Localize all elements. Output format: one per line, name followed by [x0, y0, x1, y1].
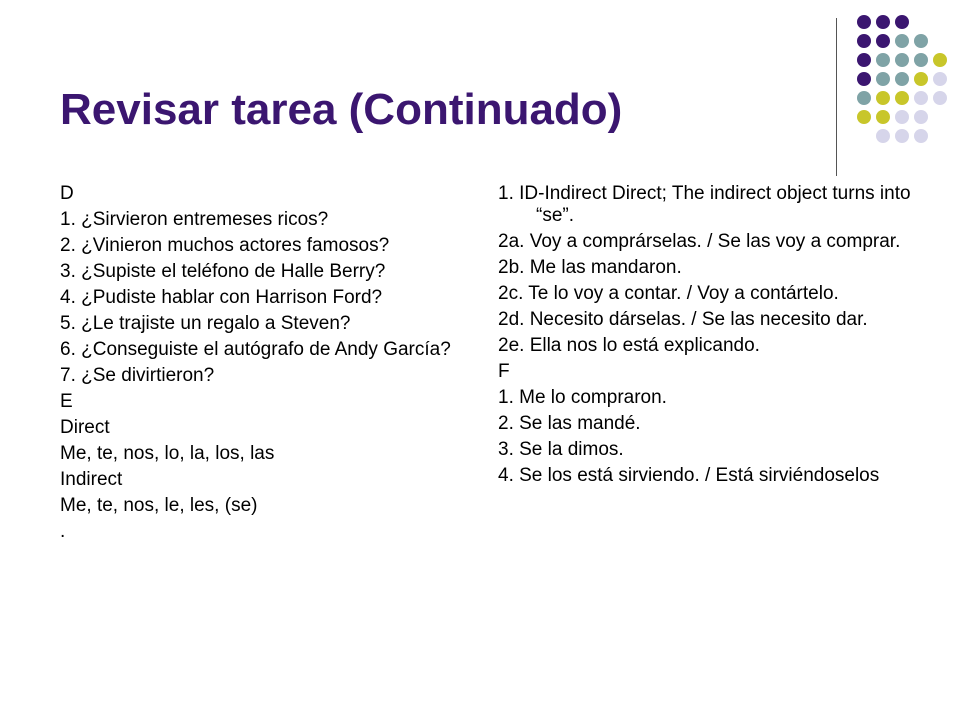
- decorative-dot: [914, 72, 928, 86]
- list-item: 2c. Te lo voy a contar. / Voy a contártelo.: [498, 283, 839, 304]
- list-item: 2e. Ella nos lo está explicando.: [498, 335, 760, 356]
- list-item: Me, te, nos, lo, la, los, las: [60, 443, 275, 464]
- decorative-dot: [914, 91, 928, 105]
- list-item: 2d. Necesito dárselas. / Se las necesito dar.: [498, 309, 868, 330]
- decorative-dot: [857, 110, 871, 124]
- list-item: 1. ID-Indirect Direct; The indirect object turns into “se”.: [498, 183, 916, 226]
- slide-title: Revisar tarea (Continuado): [60, 85, 623, 134]
- decorative-dot: [876, 72, 890, 86]
- list-item: 1. Me lo compraron.: [498, 387, 667, 408]
- decorative-dot: [933, 53, 947, 67]
- list-item: Me, te, nos, le, les, (se): [60, 495, 258, 516]
- decorative-dot: [914, 34, 928, 48]
- dot-grid-decoration: [0, 0, 960, 170]
- decorative-dot: [857, 34, 871, 48]
- list-item: 4. Se los está sirviendo. / Está sirviéndoselos: [498, 465, 880, 486]
- decorative-dot: [895, 34, 909, 48]
- left-column: [60, 183, 480, 547]
- decorative-dot: [914, 129, 928, 143]
- decorative-dot: [895, 91, 909, 105]
- list-item: 2a. Voy a comprárselas. / Se las voy a comprar.: [498, 231, 901, 252]
- list-item: 3. ¿Supiste el teléfono de Halle Berry?: [60, 261, 386, 282]
- list-item: Indirect: [60, 469, 123, 490]
- list-item: .: [60, 521, 66, 542]
- list-item: 7. ¿Se divirtieron?: [60, 365, 215, 386]
- decorative-dot: [857, 72, 871, 86]
- decorative-dot: [857, 91, 871, 105]
- decorative-dot: [876, 129, 890, 143]
- section-label: D: [60, 183, 74, 204]
- decorative-dot: [914, 110, 928, 124]
- list-item: 1. ¿Sirvieron entremeses ricos?: [60, 209, 329, 230]
- right-column: [498, 183, 918, 491]
- section-label: F: [498, 361, 510, 382]
- list-item: 3. Se la dimos.: [498, 439, 624, 460]
- decorative-dot: [895, 129, 909, 143]
- list-item: 2. ¿Vinieron muchos actores famosos?: [60, 235, 390, 256]
- decorative-dot: [857, 15, 871, 29]
- decorative-dot: [895, 110, 909, 124]
- decorative-dot: [857, 53, 871, 67]
- list-item: 2b. Me las mandaron.: [498, 257, 682, 278]
- decorative-dot: [895, 15, 909, 29]
- decorative-dot: [876, 91, 890, 105]
- decorative-dot: [876, 15, 890, 29]
- decorative-dot: [933, 72, 947, 86]
- decorative-dot: [914, 53, 928, 67]
- list-item: 5. ¿Le trajiste un regalo a Steven?: [60, 313, 351, 334]
- decorative-dot: [876, 110, 890, 124]
- decorative-dot: [876, 34, 890, 48]
- decorative-dot: [876, 53, 890, 67]
- list-item: Direct: [60, 417, 110, 438]
- section-label: E: [60, 391, 73, 412]
- list-item: 4. ¿Pudiste hablar con Harrison Ford?: [60, 287, 383, 308]
- list-item: 6. ¿Conseguiste el autógrafo de Andy García?: [60, 339, 451, 360]
- decorative-dot: [895, 72, 909, 86]
- list-item: 2. Se las mandé.: [498, 413, 641, 434]
- decorative-dot: [895, 53, 909, 67]
- decorative-dot: [933, 91, 947, 105]
